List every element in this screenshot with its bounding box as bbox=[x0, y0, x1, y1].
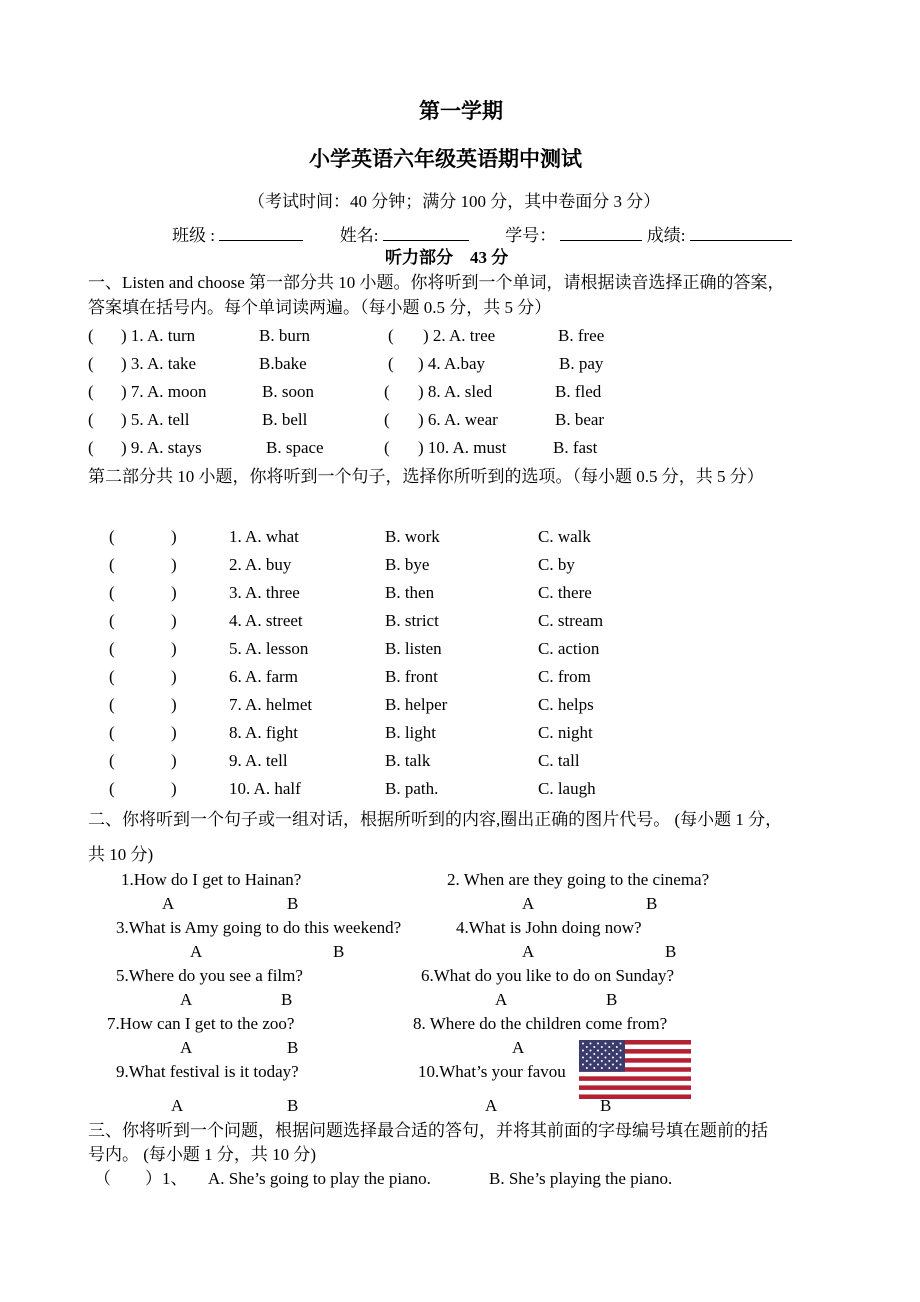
choice-b: B. talk bbox=[385, 751, 431, 770]
exam-info: （考试时间：40 分钟；满分 100 分，其中卷面分 3 分） bbox=[248, 192, 661, 211]
question-choice-b: B. bell bbox=[262, 410, 308, 429]
choice-c: C. from bbox=[538, 667, 591, 686]
choice-b: B. work bbox=[385, 527, 440, 546]
choice-a: 10. A. half bbox=[229, 779, 301, 798]
section3-instruction-1: 三、你将听到一个问题，根据问题选择最合适的答句，并将其前面的字母编号填在题前的括 bbox=[88, 1121, 768, 1140]
question-choice-b: B. fled bbox=[555, 382, 602, 401]
answer-paren[interactable]: ( bbox=[384, 438, 390, 457]
option-a-label[interactable]: A bbox=[162, 894, 175, 913]
choice-a: 2. A. buy bbox=[229, 555, 292, 574]
choice-a: 4. A. street bbox=[229, 611, 303, 630]
question-text: 10.What’s your favou bbox=[418, 1062, 566, 1081]
question-choice-b: B. fast bbox=[553, 438, 598, 457]
choice-b: B. bye bbox=[385, 555, 430, 574]
choice-a: 6. A. farm bbox=[229, 667, 298, 686]
option-b-label[interactable]: B bbox=[333, 942, 345, 961]
choice-b: B. front bbox=[385, 667, 438, 686]
answer-paren-close[interactable]: ) bbox=[171, 611, 177, 630]
question-text: 1.How do I get to Hainan? bbox=[121, 870, 302, 889]
choice-c: C. walk bbox=[538, 527, 591, 546]
question-text: 9.What festival is it today? bbox=[116, 1062, 299, 1081]
choice-b: B. light bbox=[385, 723, 437, 742]
choice-b: B. listen bbox=[385, 639, 442, 658]
answer-paren-open[interactable]: ( bbox=[109, 751, 115, 770]
option-b-label[interactable]: B bbox=[287, 894, 299, 913]
answer-paren-open[interactable]: ( bbox=[109, 667, 115, 686]
question-choice-b: B. bear bbox=[555, 410, 605, 429]
listening-heading: 听力部分 43 分 bbox=[385, 248, 509, 267]
question-text: 7.How can I get to the zoo? bbox=[107, 1014, 295, 1033]
answer-paren-close[interactable]: ) bbox=[171, 667, 177, 686]
question-text: 6.What do you like to do on Sunday? bbox=[421, 966, 675, 985]
option-a-label[interactable]: A bbox=[180, 1038, 193, 1057]
answer-paren-close[interactable]: ) bbox=[171, 751, 177, 770]
answer-paren-open[interactable]: ( bbox=[109, 639, 115, 658]
question-choice-a: ) 4. A.bay bbox=[418, 354, 486, 373]
option-a-label[interactable]: A bbox=[190, 942, 203, 961]
question-choice-a: ) 9. A. stays bbox=[121, 438, 202, 457]
option-b-label[interactable]: B bbox=[606, 990, 618, 1009]
choice-a: 7. A. helmet bbox=[229, 695, 313, 714]
choice-c: C. laugh bbox=[538, 779, 596, 798]
answer-paren[interactable]: ( bbox=[88, 326, 94, 345]
question-text: 5.Where do you see a film? bbox=[116, 966, 303, 985]
section3-q1-paren[interactable]: （ ）1、 bbox=[94, 1169, 188, 1188]
name-label: 姓名: bbox=[339, 226, 379, 245]
part2-instruction: 第二部分共 10 小题，你将听到一个句子，选择你所听到的选项。（每小题 0.5 分，共 5 分） bbox=[88, 467, 764, 486]
answer-paren-close[interactable]: ) bbox=[171, 583, 177, 602]
option-b-label[interactable]: B bbox=[646, 894, 658, 913]
section2-instruction-1: 二、你将听到一个句子或一组对话，根据所听到的内容,圈出正确的图片代号。 (每小题 1 分， bbox=[88, 810, 783, 829]
term-title: 第一学期 bbox=[419, 99, 503, 123]
question-choice-a: ) 10. A. must bbox=[418, 438, 507, 457]
class-blank[interactable] bbox=[219, 224, 303, 241]
question-choice-b: B.bake bbox=[259, 354, 307, 373]
choice-a: 5. A. lesson bbox=[229, 639, 309, 658]
part1-instruction-2: 答案填在括号内。每个单词读两遍。（每小题 0.5 分，共 5 分） bbox=[88, 298, 552, 317]
answer-paren[interactable]: ( bbox=[388, 354, 394, 373]
question-text: 8. Where do the children come from? bbox=[413, 1014, 668, 1033]
section3-q1-choice-a: A. She’s going to play the piano. bbox=[208, 1169, 431, 1188]
question-choice-a: ) 7. A. moon bbox=[121, 382, 207, 401]
question-choice-a: ) 3. A. take bbox=[121, 354, 197, 373]
section3-instruction-2: 号内。 (每小题 1 分，共 10 分) bbox=[88, 1145, 317, 1164]
answer-paren-open[interactable]: ( bbox=[109, 695, 115, 714]
answer-paren[interactable]: ( bbox=[88, 382, 94, 401]
question-choice-b: B. space bbox=[266, 438, 324, 457]
answer-paren-close[interactable]: ) bbox=[171, 779, 177, 798]
us-flag-icon bbox=[579, 1040, 691, 1099]
option-a-label[interactable]: A bbox=[171, 1096, 184, 1115]
choice-c: C. night bbox=[538, 723, 593, 742]
option-a-label[interactable]: A bbox=[522, 942, 535, 961]
option-a-label[interactable]: A bbox=[485, 1096, 498, 1115]
option-a-label[interactable]: A bbox=[512, 1038, 525, 1057]
option-a-label[interactable]: A bbox=[495, 990, 508, 1009]
choice-a: 3. A. three bbox=[229, 583, 300, 602]
part1-instruction-1: 一、Listen and choose 第一部分共 10 小题。你将听到一个单词，请根据读音选择正确的答案， bbox=[88, 273, 785, 292]
choice-b: B. helper bbox=[385, 695, 448, 714]
answer-paren-close[interactable]: ) bbox=[171, 527, 177, 546]
answer-paren-open[interactable]: ( bbox=[109, 527, 115, 546]
answer-paren-close[interactable]: ) bbox=[171, 723, 177, 742]
answer-paren[interactable]: ( bbox=[88, 438, 94, 457]
question-choice-b: B. free bbox=[558, 326, 605, 345]
question-choice-a: ) 2. A. tree bbox=[423, 326, 496, 345]
page-title: 小学英语六年级英语期中测试 bbox=[309, 147, 582, 171]
answer-paren[interactable]: ( bbox=[388, 326, 394, 345]
question-choice-a: ) 5. A. tell bbox=[121, 410, 190, 429]
question-choice-b: B. burn bbox=[259, 326, 310, 345]
answer-paren-close[interactable]: ) bbox=[171, 639, 177, 658]
answer-paren[interactable]: ( bbox=[88, 410, 94, 429]
choice-c: C. tall bbox=[538, 751, 580, 770]
choice-c: C. stream bbox=[538, 611, 604, 630]
answer-paren-open[interactable]: ( bbox=[109, 583, 115, 602]
question-text: 3.What is Amy going to do this weekend? bbox=[116, 918, 402, 937]
option-b-label[interactable]: B bbox=[287, 1038, 299, 1057]
choice-c: C. helps bbox=[538, 695, 594, 714]
answer-paren[interactable]: ( bbox=[384, 410, 390, 429]
choice-a: 8. A. fight bbox=[229, 723, 298, 742]
question-choice-b: B. soon bbox=[262, 382, 314, 401]
question-choice-a: ) 6. A. wear bbox=[418, 410, 498, 429]
option-b-label[interactable]: B bbox=[287, 1096, 299, 1115]
choice-b: B. strict bbox=[385, 611, 439, 630]
question-choice-b: B. pay bbox=[559, 354, 604, 373]
option-a-label[interactable]: A bbox=[180, 990, 193, 1009]
section3-q1-choice-b: B. She’s playing the piano. bbox=[489, 1169, 673, 1188]
question-choice-a: ) 8. A. sled bbox=[418, 382, 493, 401]
answer-paren-open[interactable]: ( bbox=[109, 779, 115, 798]
choice-c: C. action bbox=[538, 639, 600, 658]
choice-c: C. by bbox=[538, 555, 575, 574]
class-label: 班级 : bbox=[172, 226, 215, 245]
answer-paren-open[interactable]: ( bbox=[109, 723, 115, 742]
student-info-line bbox=[172, 224, 792, 246]
choice-c: C. there bbox=[538, 583, 592, 602]
option-b-label[interactable]: B bbox=[600, 1096, 612, 1115]
choice-b: B. path. bbox=[385, 779, 439, 798]
choice-b: B. then bbox=[385, 583, 435, 602]
answer-paren-open[interactable]: ( bbox=[109, 611, 115, 630]
answer-paren[interactable]: ( bbox=[384, 382, 390, 401]
student-no-label: 学号： bbox=[505, 226, 557, 245]
option-b-label[interactable]: B bbox=[665, 942, 677, 961]
name-blank[interactable] bbox=[383, 224, 469, 241]
answer-paren-close[interactable]: ) bbox=[171, 695, 177, 714]
answer-paren-open[interactable]: ( bbox=[109, 555, 115, 574]
question-text: 2. When are they going to the cinema? bbox=[447, 870, 710, 889]
option-b-label[interactable]: B bbox=[281, 990, 293, 1009]
option-a-label[interactable]: A bbox=[522, 894, 535, 913]
score-blank[interactable] bbox=[690, 224, 792, 241]
question-text: 4.What is John doing now? bbox=[456, 918, 642, 937]
choice-a: 9. A. tell bbox=[229, 751, 288, 770]
choice-a: 1. A. what bbox=[229, 527, 299, 546]
question-choice-a: ) 1. A. turn bbox=[121, 326, 196, 345]
score-label: 成绩: bbox=[646, 226, 686, 245]
section2-instruction-2: 共 10 分) bbox=[88, 845, 154, 864]
answer-paren[interactable]: ( bbox=[88, 354, 94, 373]
answer-paren-close[interactable]: ) bbox=[171, 555, 177, 574]
student-no-blank[interactable] bbox=[560, 224, 642, 241]
